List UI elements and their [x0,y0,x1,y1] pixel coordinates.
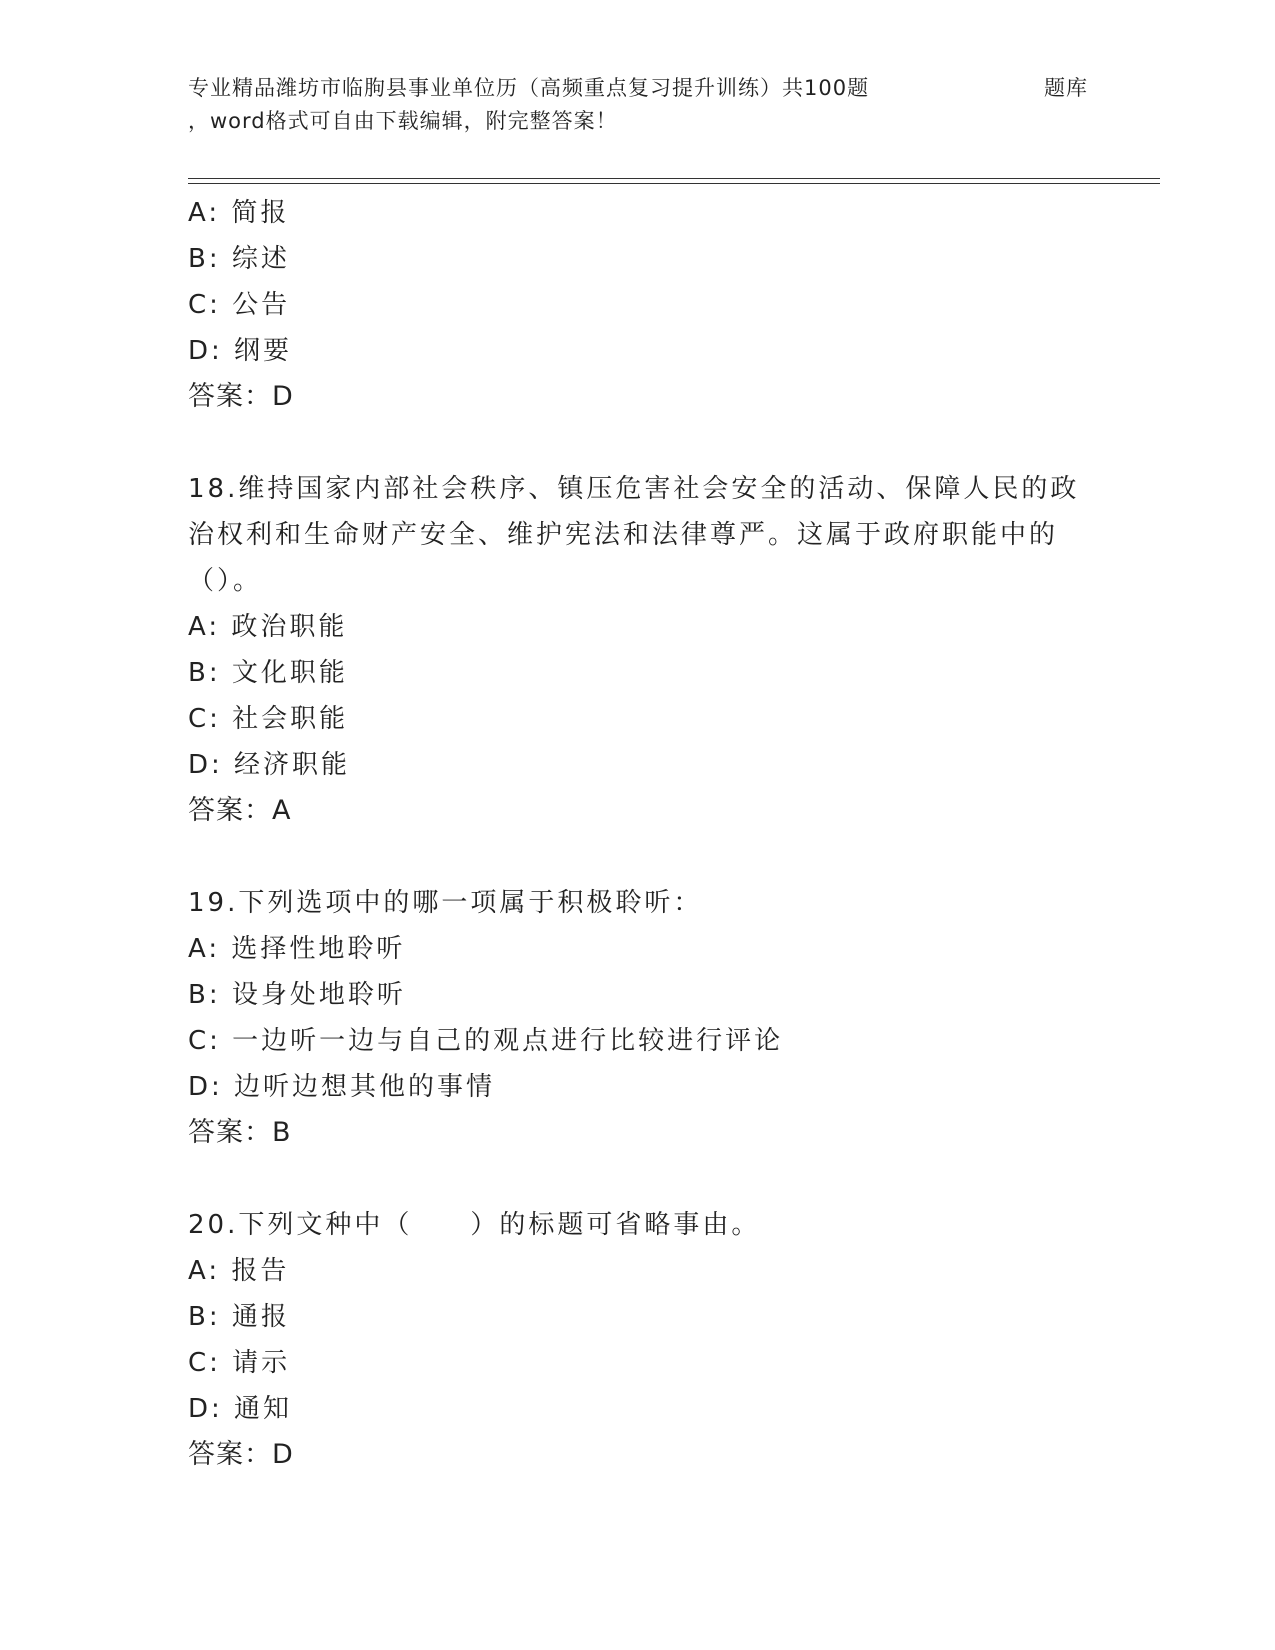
option-d: D: 经济职能 [188,750,351,780]
option-b: B: 综述 [188,244,290,274]
question-text-line: 治权利和生命财产安全、维护宪法和法律尊严。这属于政府职能中的 [188,520,1059,550]
question-text-line: 18.维持国家内部社会秩序、镇压危害社会安全的活动、保障人民的政 [188,474,1080,504]
answer: 答案：D [188,1439,294,1470]
option-a: A: 选择性地聆听 [188,934,406,964]
option-a: A: 简报 [188,198,290,228]
answer: 答案：B [188,1117,292,1148]
question-18 [188,466,1088,834]
page-header [188,72,1148,138]
header-divider [188,178,1160,184]
option-b: B: 设身处地聆听 [188,980,406,1010]
question-19 [188,880,1088,1156]
option-b: B: 文化职能 [188,658,348,688]
option-b: B: 通报 [188,1302,290,1332]
option-d: D: 纲要 [188,336,293,366]
answer: 答案：D [188,381,294,412]
option-c: C: 请示 [188,1348,291,1378]
question-text: 20.下列文种中（ ）的标题可省略事由。 [188,1210,761,1240]
option-d: D: 通知 [188,1394,293,1424]
option-c: C: 社会职能 [188,704,349,734]
header-tag: 题库 [1044,76,1088,100]
question-17 [188,190,1088,420]
option-d: D: 边听边想其他的事情 [188,1072,496,1102]
option-a: A: 政治职能 [188,612,348,642]
option-a: A: 报告 [188,1256,290,1286]
question-text: 19.下列选项中的哪一项属于积极聆听： [188,888,703,918]
question-text-line: （）。 [188,566,263,596]
header-title: 专业精品潍坊市临朐县事业单位历（高频重点复习提升训练）共100题 [188,76,870,100]
question-content [188,190,1088,1478]
answer: 答案：A [188,795,292,826]
header-title-row [188,72,1088,105]
option-c: C: 一边听一边与自己的观点进行比较进行评论 [188,1026,784,1056]
header-subtitle: ，word格式可自由下载编辑，附完整答案！ [188,109,618,133]
option-c: C: 公告 [188,290,291,320]
question-20 [188,1202,1088,1478]
